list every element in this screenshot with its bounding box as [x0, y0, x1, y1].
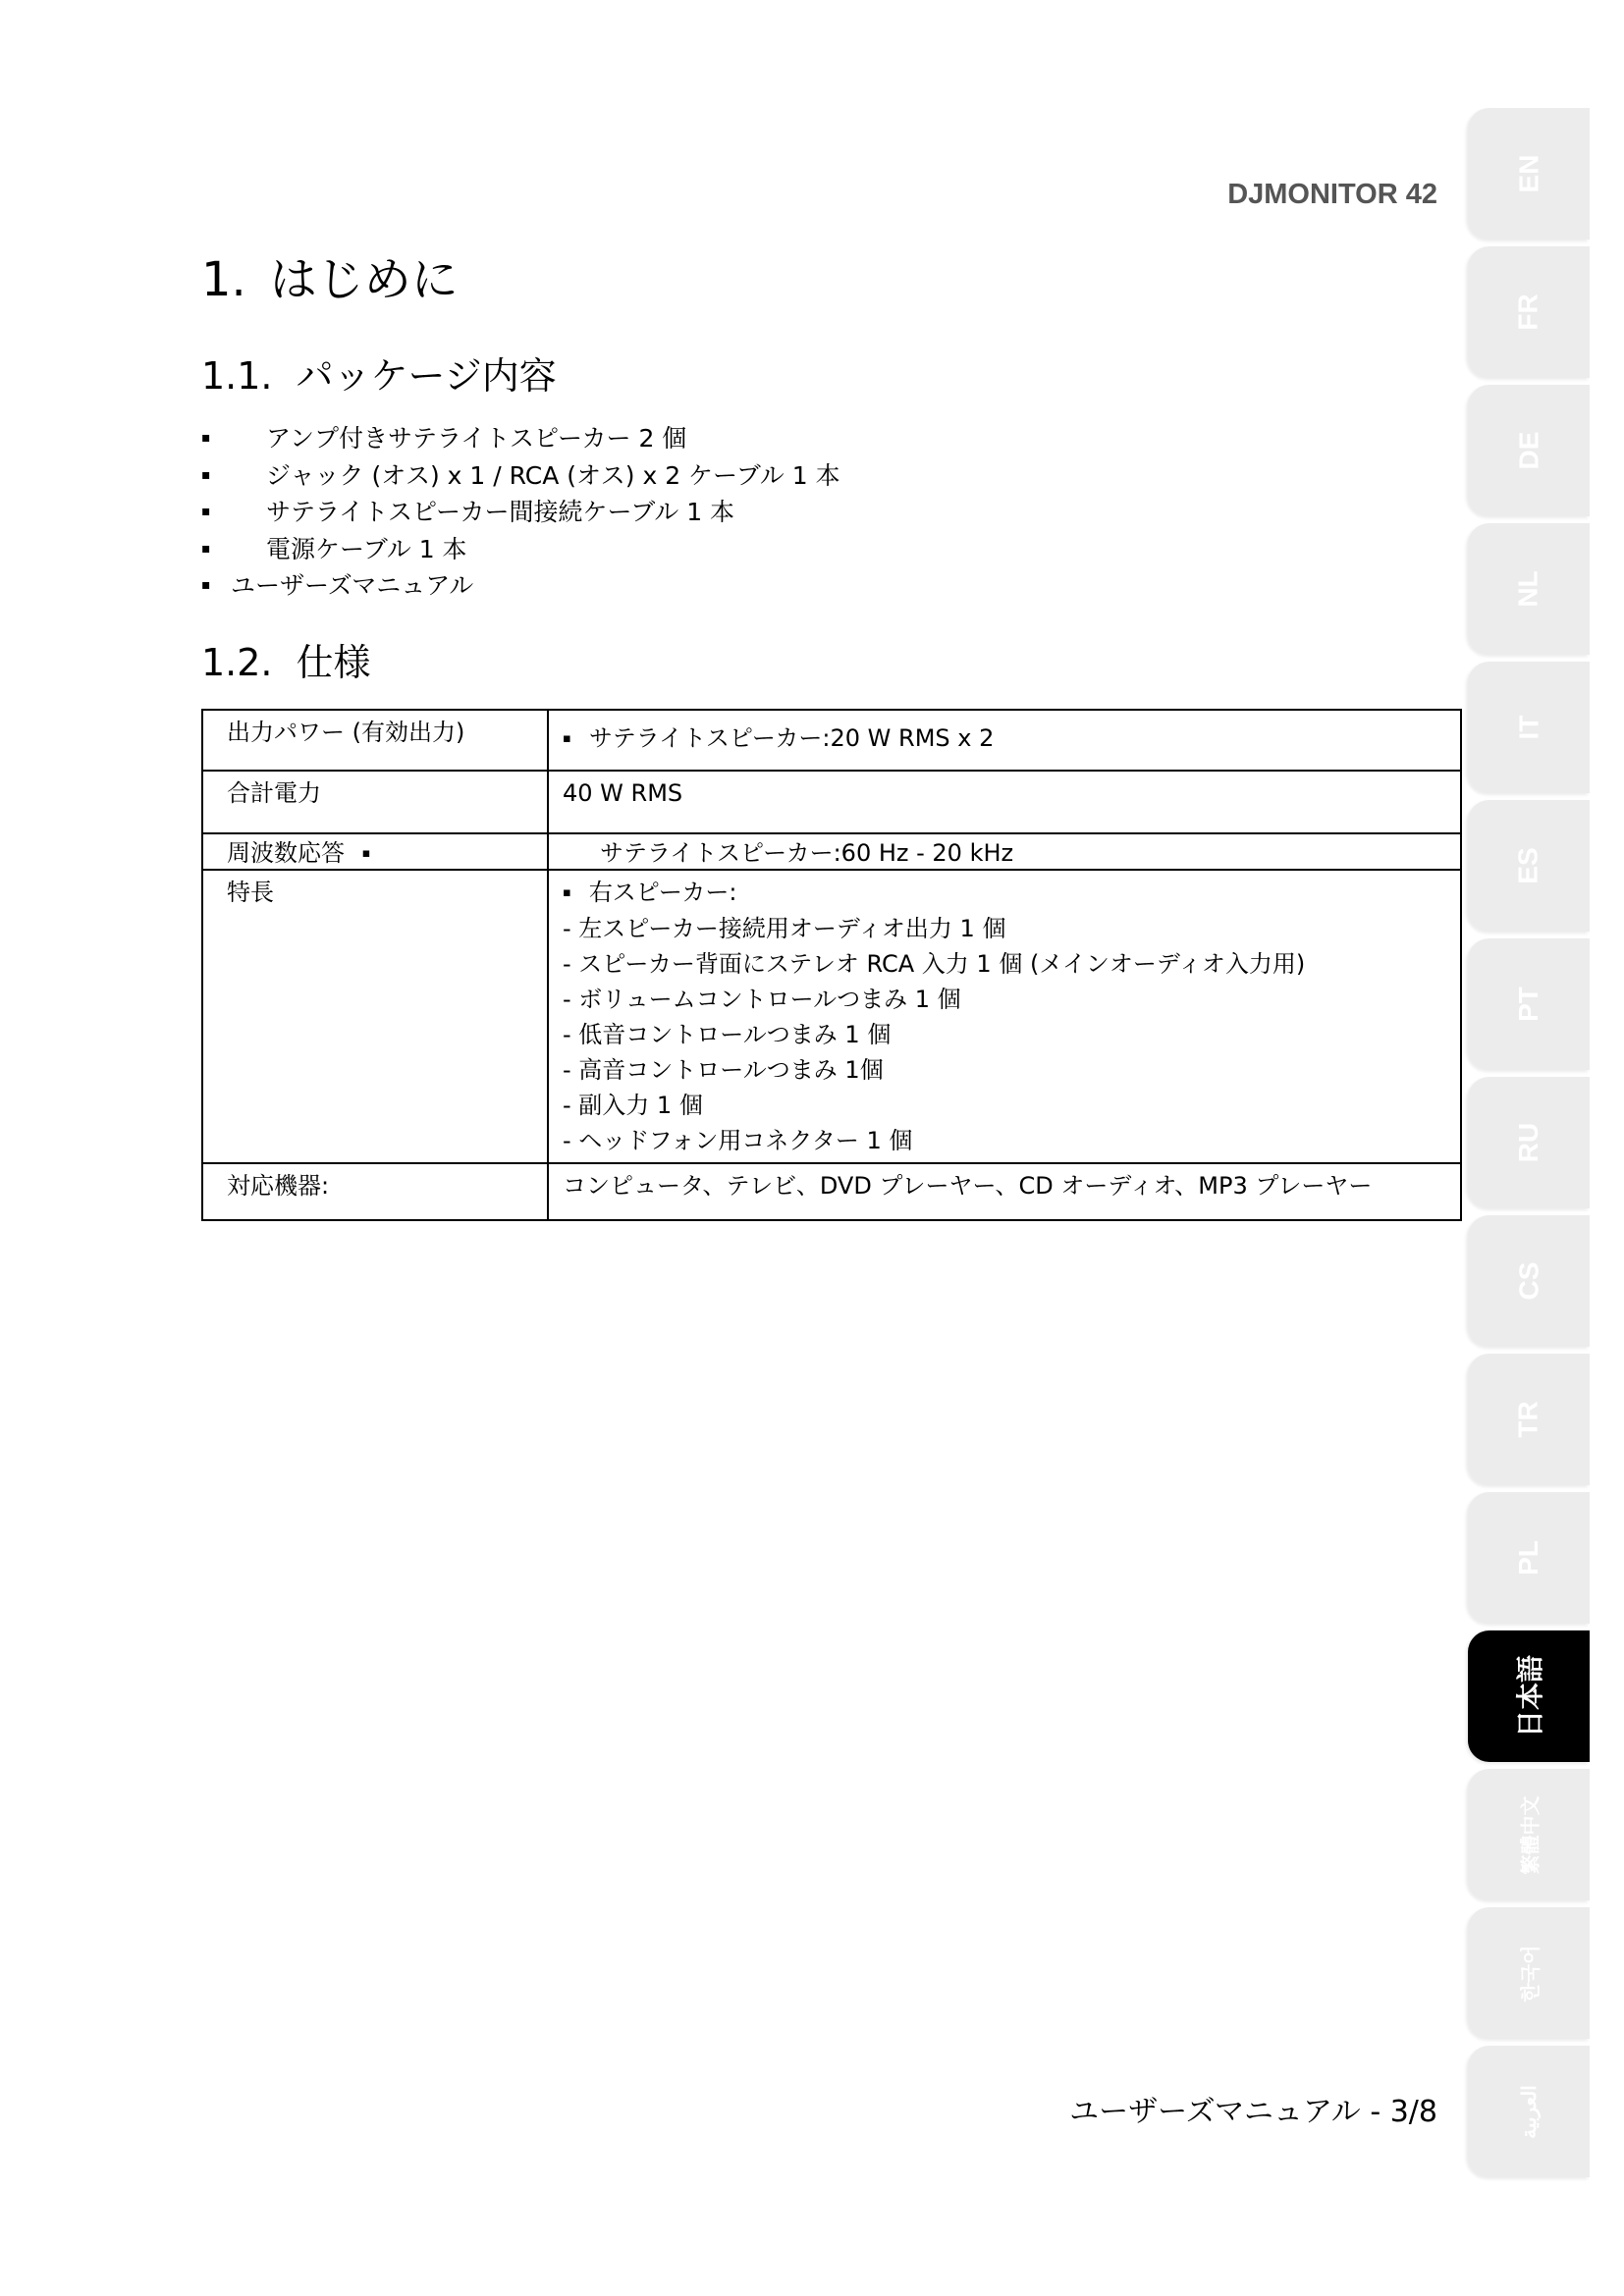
tab-tr[interactable]: TR: [1468, 1354, 1590, 1485]
section-1-2-heading: [201, 632, 371, 686]
table-row: [202, 833, 1461, 870]
bullet-icon: ▪: [201, 577, 211, 593]
table-row: [202, 870, 1461, 1163]
section-1-1-number: 1.1.: [201, 354, 273, 398]
spec-value: コンピュータ、テレビ、DVD プレーヤー、CD オーディオ、MP3 プレーヤー: [548, 1163, 1461, 1220]
tab-en[interactable]: EN: [1468, 108, 1590, 240]
tab-ar[interactable]: العربية: [1468, 2046, 1590, 2177]
list-item: ▪ ジャック (オス) x 1 / RCA (オス) x 2 ケーブル 1 本: [201, 457, 840, 495]
bullet-icon: ▪: [201, 504, 211, 519]
spec-label: 対応機器:: [202, 1163, 548, 1220]
tab-it[interactable]: IT: [1468, 662, 1590, 793]
section-1-2-title: 仕様: [296, 641, 371, 684]
bullet-icon: ▪: [201, 430, 211, 446]
bullet-icon: ▪: [563, 731, 571, 746]
spec-value: ▪ サテライトスピーカー:20 W RMS x 2: [548, 710, 1461, 771]
package-contents-list: [201, 420, 840, 605]
feature-line: - スピーカー背面にステレオ RCA 入力 1 個 (メインオーディオ入力用): [563, 950, 1306, 978]
section-1-number: 1.: [201, 252, 246, 307]
tab-ko[interactable]: 한국어: [1468, 1907, 1590, 2039]
tab-zh-tw[interactable]: 繁體中文: [1468, 1769, 1590, 1900]
spec-value: 40 W RMS: [548, 771, 1461, 833]
table-row: [202, 771, 1461, 833]
bullet-icon: ▪: [201, 466, 211, 483]
tab-fr[interactable]: FR: [1468, 246, 1590, 378]
tab-ja-active[interactable]: 日本語: [1468, 1630, 1590, 1762]
list-item: ▪ アンプ付きサテライトスピーカー 2 個: [201, 420, 840, 457]
spec-label: 特長: [202, 870, 548, 1163]
spec-label: 出力パワー (有効出力): [202, 710, 548, 771]
feature-line: - 高音コントロールつまみ 1個: [563, 1056, 884, 1084]
tab-ru[interactable]: RU: [1468, 1077, 1590, 1208]
spec-label: 合計電力: [202, 771, 548, 833]
spec-value: サテライトスピーカー:60 Hz - 20 kHz: [548, 833, 1461, 870]
tab-de[interactable]: DE: [1468, 385, 1590, 516]
section-1-2-number: 1.2.: [201, 641, 273, 684]
table-row: [202, 710, 1461, 771]
bullet-icon: ▪: [361, 846, 371, 861]
spec-table: [201, 709, 1462, 1221]
tab-es[interactable]: ES: [1468, 800, 1590, 932]
tab-pl[interactable]: PL: [1468, 1492, 1590, 1624]
spec-label: 周波数応答 ▪: [202, 833, 548, 870]
bullet-icon: ▪: [563, 885, 571, 900]
page-footer: ユーザーズマニュアル - 3/8: [1069, 2095, 1437, 2129]
bullet-icon: ▪: [201, 540, 211, 557]
spec-value: ▪ 右スピーカー: - 左スピーカー接続用オーディオ出力 1 個 - スピーカー背面にステレオ RCA 入力 1 個 (メインオーディオ入力用) - ボリュームコントロールつまみ 1 個 - 低音コントロールつまみ 1 個 - 高音コントロールつまみ 1個 - 副入力 1 個 - ヘッドフォン用コネクター 1 個: [548, 870, 1461, 1163]
section-1-title: はじめに: [269, 252, 459, 307]
tab-cs[interactable]: CS: [1468, 1215, 1590, 1347]
feature-line: - 低音コントロールつまみ 1 個: [563, 1021, 892, 1048]
tab-nl[interactable]: NL: [1468, 523, 1590, 655]
section-1-heading: [201, 241, 459, 309]
feature-line: - ヘッドフォン用コネクター 1 個: [563, 1127, 913, 1154]
feature-line: - 副入力 1 個: [563, 1092, 703, 1119]
feature-line: - ボリュームコントロールつまみ 1 個: [563, 986, 961, 1013]
table-row: [202, 1163, 1461, 1220]
section-1-1-title: パッケージ内容: [296, 354, 557, 398]
section-1-1-heading: [201, 346, 557, 400]
feature-line: - 左スピーカー接続用オーディオ出力 1 個: [563, 915, 1006, 942]
page-header-product: DJMONITOR 42: [1227, 179, 1437, 210]
list-item: ▪ ユーザーズマニュアル: [201, 567, 840, 605]
list-item: ▪ サテライトスピーカー間接続ケーブル 1 本: [201, 494, 840, 531]
list-item: ▪ 電源ケーブル 1 本: [201, 531, 840, 568]
tab-pt[interactable]: PT: [1468, 938, 1590, 1070]
